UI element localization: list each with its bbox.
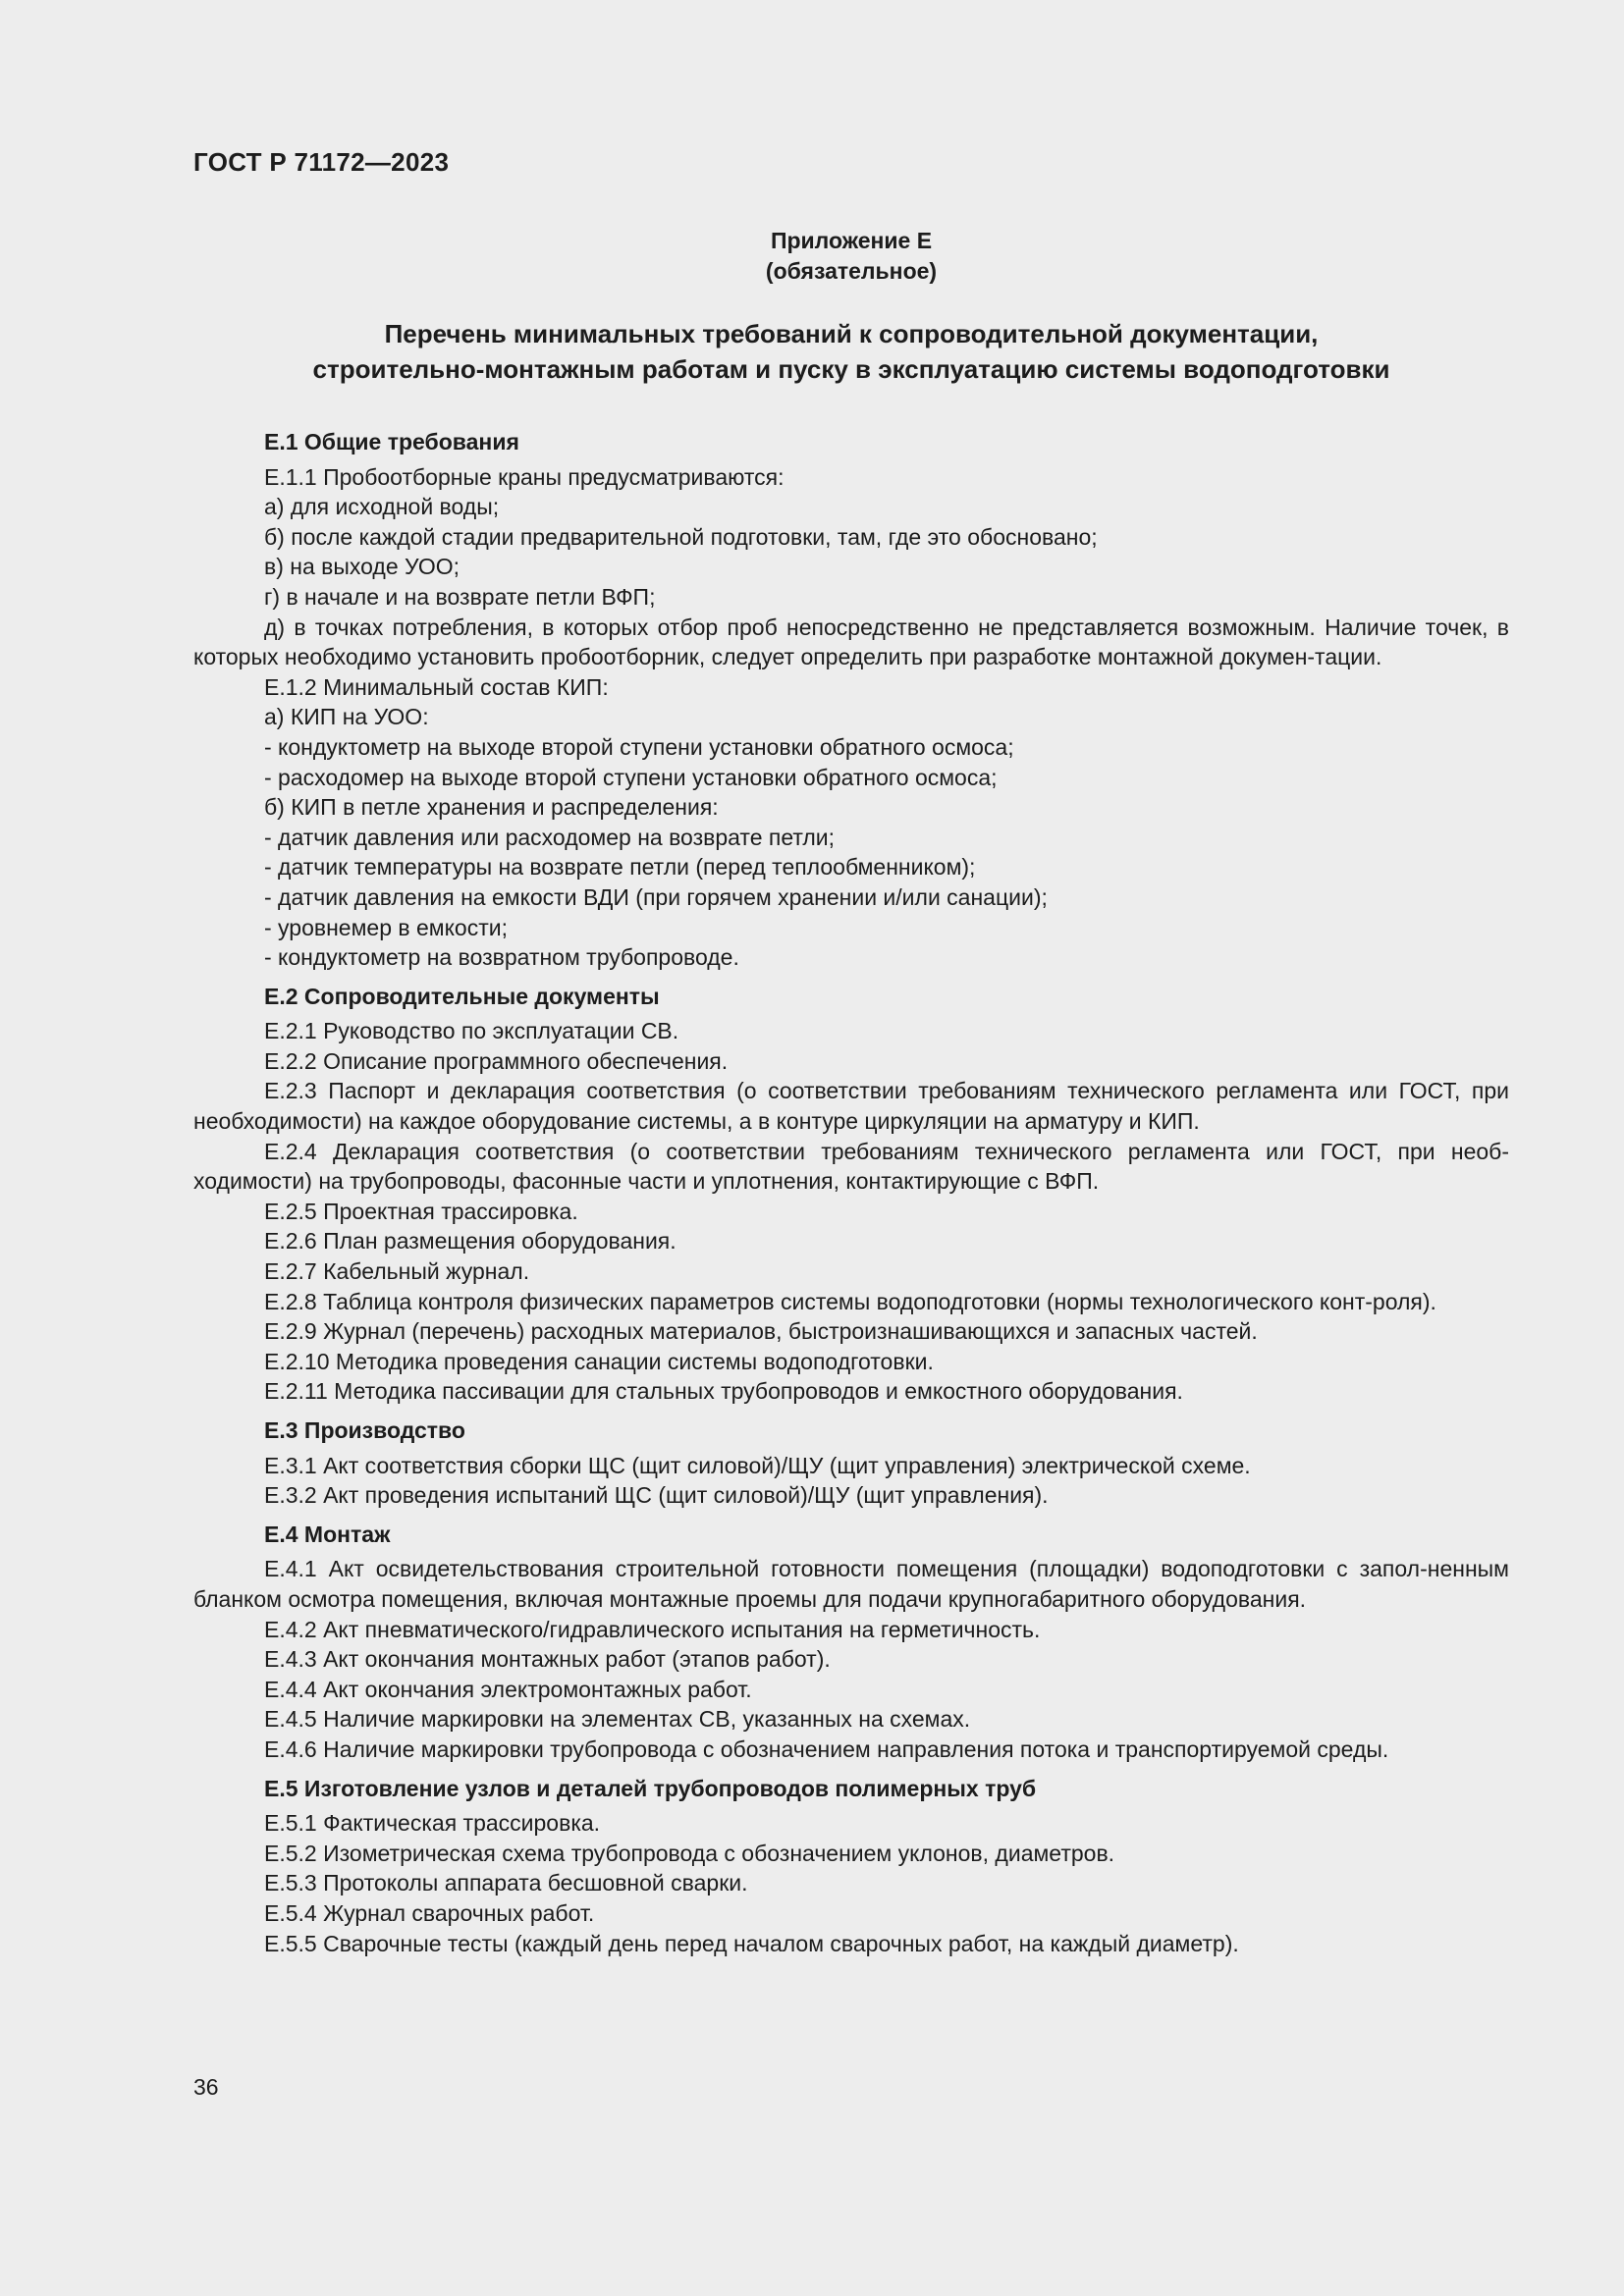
paragraph: Е.2.7 Кабельный журнал. [264, 1258, 530, 1285]
title-line-2: строительно-монтажным работам и пуску в эксплуатацию системы водоподготовки [312, 354, 1390, 384]
list-item: - кондуктометр на выходе второй ступени установки обратного осмоса; [264, 733, 1014, 760]
paragraph: Е.4.1 Акт освидетельствования строительной готовности помещения (площадки) водоподготовки с запол-ненным бланком осмотра помещения, включая монтажные проемы для подачи крупногабаритного оборудования. [193, 1556, 1509, 1612]
list-item: а) для исходной воды; [264, 494, 500, 520]
paragraph: Е.4.2 Акт пневматического/гидравлического испытания на герметичность. [264, 1616, 1041, 1642]
appendix-heading [193, 226, 1509, 287]
paragraph: Е.2.6 План размещения оборудования. [264, 1228, 677, 1255]
list-item: - датчик температуры на возврате петли (перед теплообменником); [264, 854, 976, 881]
paragraph: Е.1.2 Минимальный состав КИП: [264, 673, 609, 700]
list-item: - уровнемер в емкости; [264, 914, 508, 940]
list-item: б) КИП в петле хранения и распределения: [264, 794, 719, 821]
paragraph: Е.3.2 Акт проведения испытаний ЩС (щит силовой)/ЩУ (щит управления). [264, 1482, 1049, 1509]
list-item: в) на выходе УОО; [264, 554, 460, 580]
paragraph: Е.5.5 Сварочные тесты (каждый день перед началом сварочных работ, на каждый диаметр). [264, 1930, 1239, 1956]
section-heading-e4: Е.4 Монтаж [264, 1521, 391, 1547]
section-heading-e3: Е.3 Производство [264, 1417, 465, 1443]
paragraph: Е.2.8 Таблица контроля физических параметров системы водоподготовки (нормы технологического конт-роля). [264, 1288, 1436, 1314]
paragraph: Е.4.4 Акт окончания электромонтажных работ. [264, 1676, 752, 1702]
list-item: а) КИП на УОО: [264, 704, 429, 730]
paragraph: Е.2.5 Проектная трассировка. [264, 1198, 578, 1224]
page-number: 36 [193, 2074, 219, 2100]
list-item: д) в точках потребления, в которых отбор проб непосредственно не представляется возможным. Наличие точек, в которых необходимо установить пробоотборник, следует определить при разработке монтажной докумен-тации. [193, 614, 1509, 670]
appendix-title [193, 316, 1509, 387]
document-body [193, 427, 1509, 1958]
paragraph: Е.2.2 Описание программного обеспечения. [264, 1047, 729, 1074]
paragraph: Е.2.3 Паспорт и декларация соответствия (о соответствии требованиям технического регламента или ГОСТ, при необходимости) на каждое оборудование системы, а в контуре циркуляции на арматуру и КИП. [193, 1078, 1509, 1135]
paragraph: Е.2.10 Методика проведения санации системы водоподготовки. [264, 1348, 934, 1374]
list-item: - кондуктометр на возвратном трубопроводе. [264, 944, 739, 971]
appendix-label: Приложение Е [770, 228, 933, 253]
list-item: - датчик давления или расходомер на возврате петли; [264, 824, 836, 850]
paragraph: Е.2.11 Методика пассивации для стальных трубопроводов и емкостного оборудования. [264, 1378, 1183, 1405]
document-id: ГОСТ Р 71172—2023 [193, 147, 450, 177]
paragraph: Е.2.9 Журнал (перечень) расходных материалов, быстроизнашивающихся и запасных частей. [264, 1318, 1258, 1345]
list-item: - расходомер на выходе второй ступени установки обратного осмоса; [264, 764, 998, 790]
paragraph: Е.5.1 Фактическая трассировка. [264, 1810, 601, 1837]
paragraph: Е.3.1 Акт соответствия сборки ЩС (щит силовой)/ЩУ (щит управления) электрической схеме. [264, 1452, 1251, 1478]
paragraph: Е.4.6 Наличие маркировки трубопровода с обозначением направления потока и транспортируемой среды. [264, 1735, 1389, 1762]
section-heading-e2: Е.2 Сопроводительные документы [264, 983, 660, 1009]
title-line-1: Перечень минимальных требований к сопроводительной документации, [384, 319, 1319, 348]
paragraph: Е.5.4 Журнал сварочных работ. [264, 1899, 595, 1926]
appendix-type: (обязательное) [765, 258, 938, 284]
paragraph: Е.5.2 Изометрическая схема трубопровода с обозначением уклонов, диаметров. [264, 1840, 1115, 1866]
paragraph: Е.1.1 Пробоотборные краны предусматриваются: [264, 463, 785, 490]
list-item: - датчик давления на емкости ВДИ (при горячем хранении и/или санации); [264, 883, 1048, 910]
section-heading-e5: Е.5 Изготовление узлов и деталей трубопроводов полимерных труб [264, 1775, 1037, 1801]
paragraph: Е.4.5 Наличие маркировки на элементах СВ, указанных на схемах. [264, 1706, 971, 1733]
paragraph: Е.5.3 Протоколы аппарата бесшовной сварки. [264, 1870, 748, 1896]
paragraph: Е.4.3 Акт окончания монтажных работ (этапов работ). [264, 1646, 831, 1673]
list-item: г) в начале и на возврате петли ВФП; [264, 583, 656, 610]
paragraph: Е.2.1 Руководство по эксплуатации СВ. [264, 1018, 679, 1044]
list-item: б) после каждой стадии предварительной подготовки, там, где это обосновано; [264, 523, 1098, 550]
paragraph: Е.2.4 Декларация соответствия (о соответствии требованиям технического регламента или ГОСТ, при необ-ходимости) на трубопроводы, фасонные части и уплотнения, контактирующие с ВФП. [193, 1138, 1509, 1195]
section-heading-e1: Е.1 Общие требования [264, 429, 519, 454]
